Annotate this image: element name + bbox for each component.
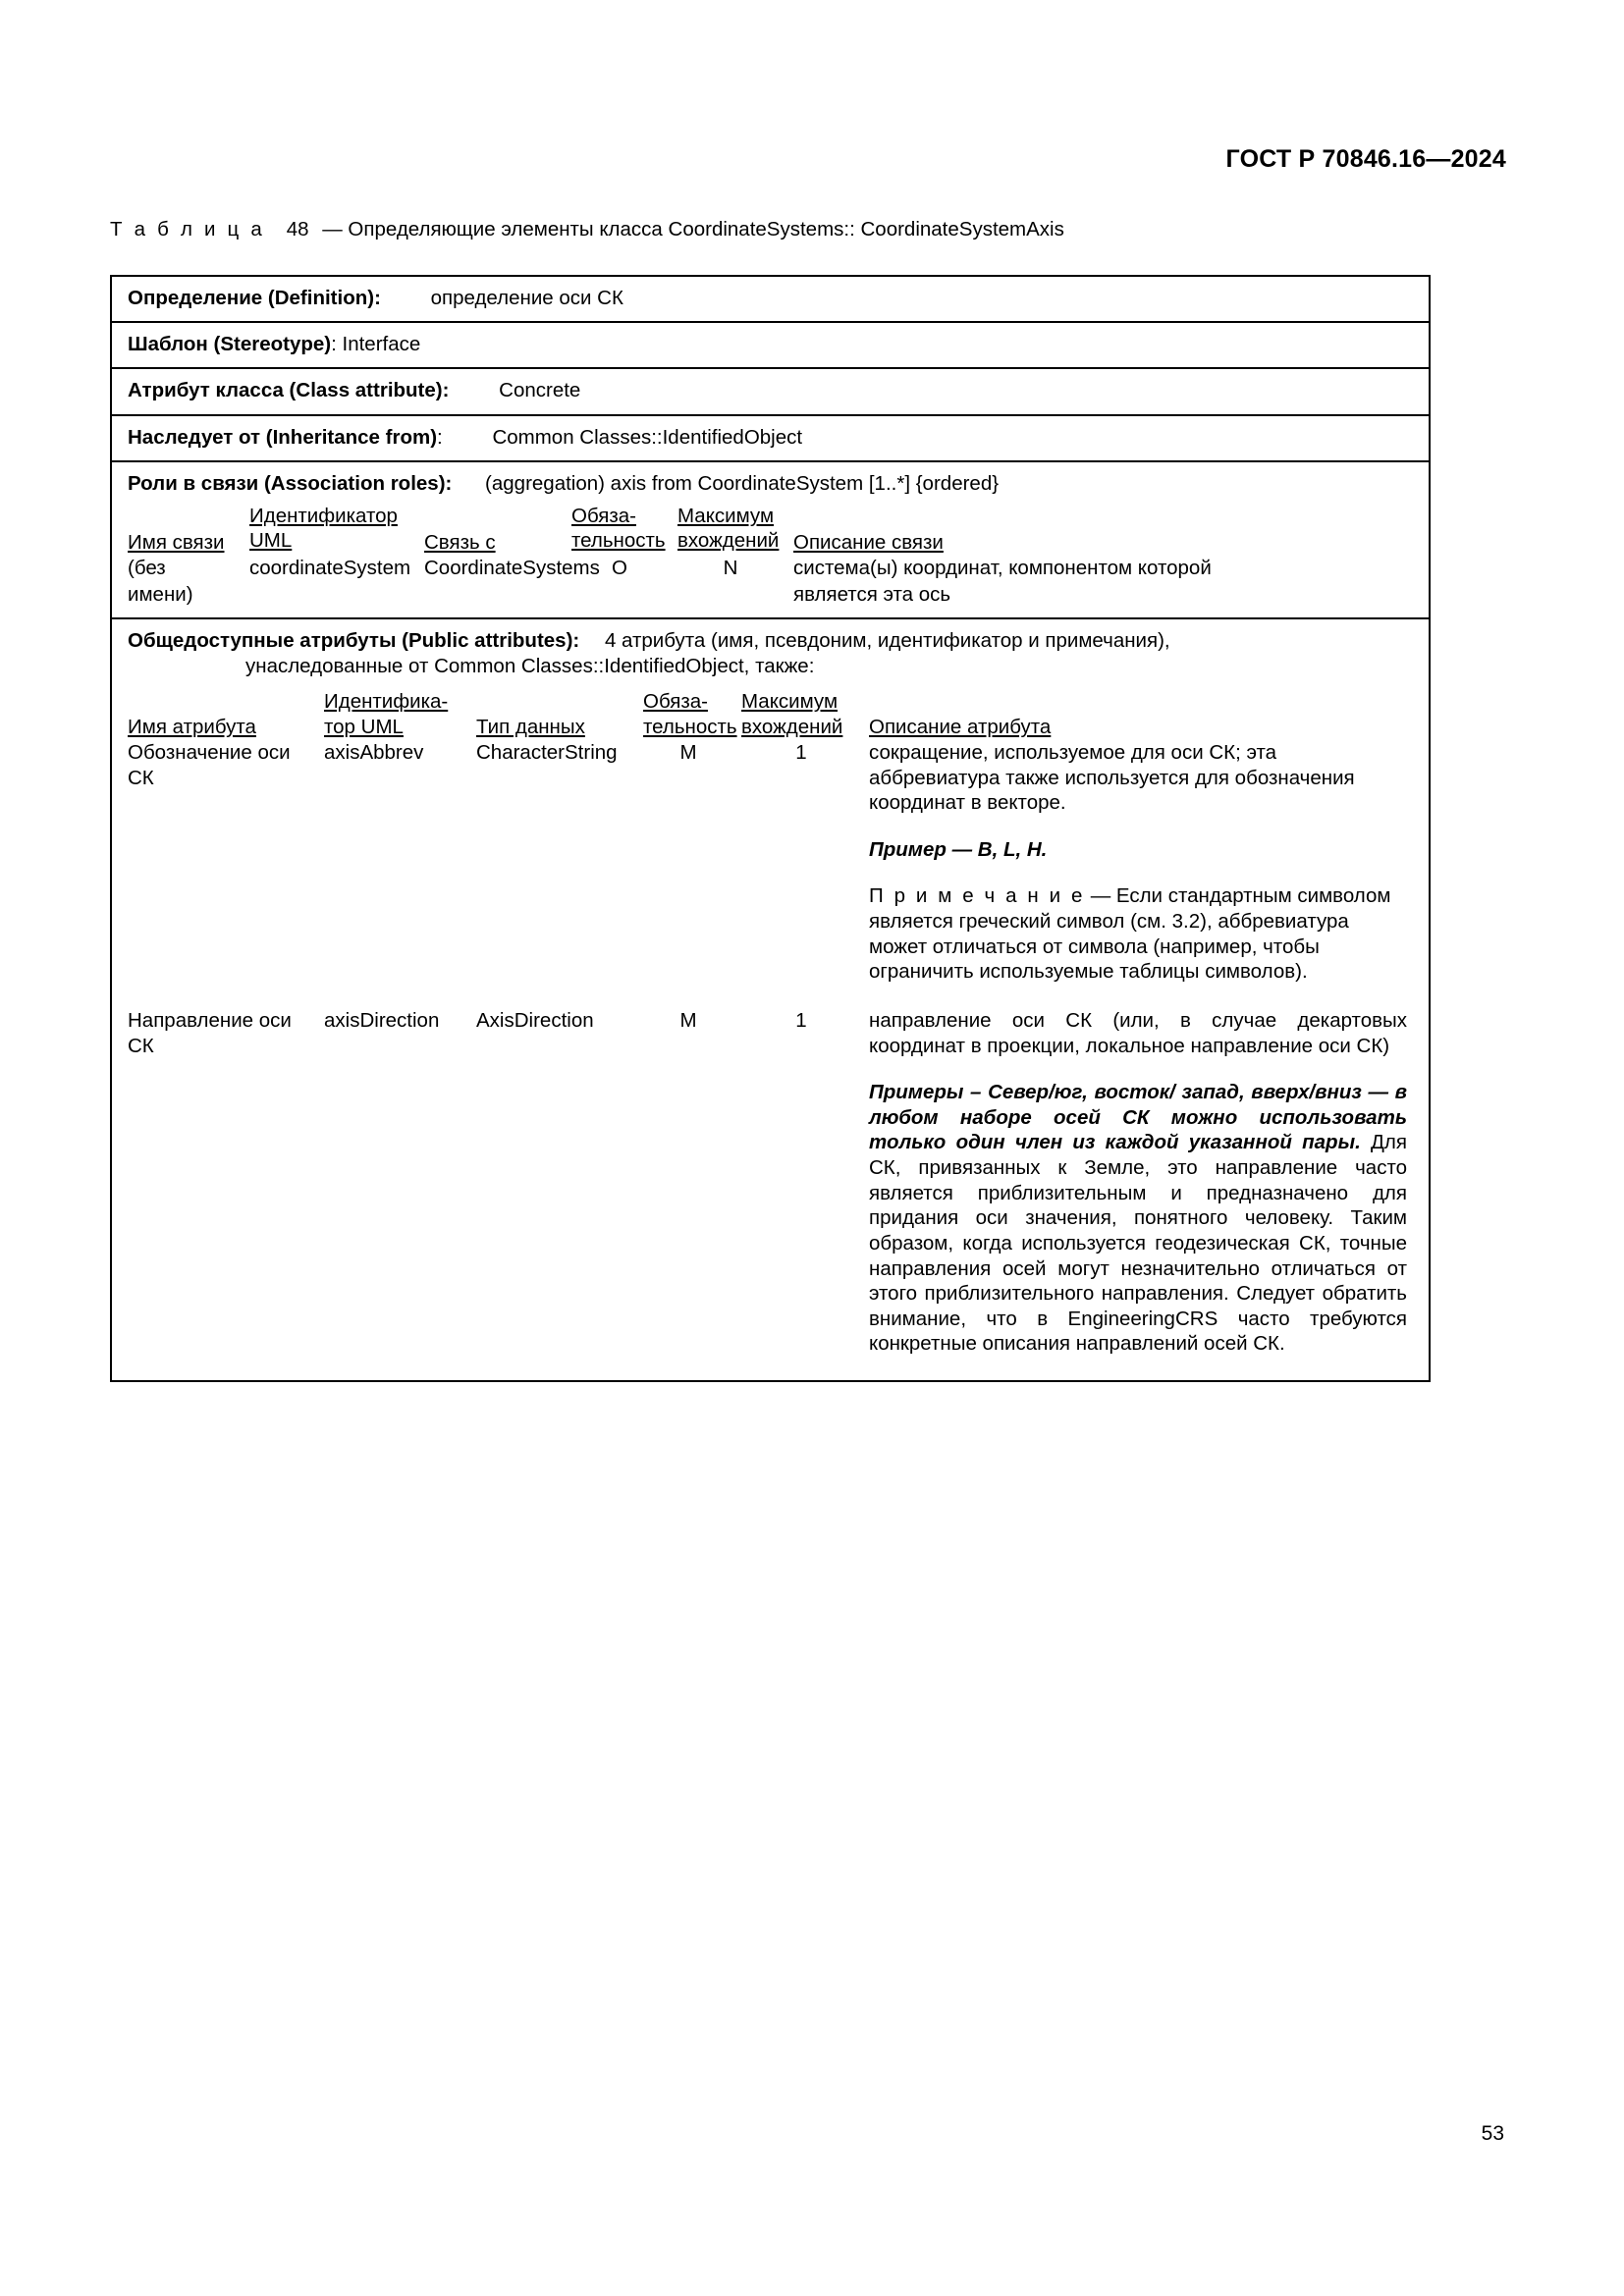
stereotype-value: : Interface <box>331 333 421 356</box>
stereotype-label: Шаблон (Stereotype) <box>128 333 332 356</box>
pa-cell-datatype: AxisDirection <box>476 1008 594 1032</box>
class-definition-table <box>110 275 1431 1382</box>
assoc-header-uml: Идентификатор UML <box>249 505 398 552</box>
public-attributes-grid <box>128 689 1415 1357</box>
association-roles-value: (aggregation) axis from CoordinateSystem [1..*] {ordered} <box>485 471 1000 495</box>
assoc-cell-name: (без имени) <box>128 557 193 606</box>
caption-number: 48 <box>286 218 309 240</box>
pa-header-name: Имя атрибута <box>128 716 256 739</box>
pa-cell-datatype: CharacterString <box>476 740 618 764</box>
caption-label: Т а б л и ц а <box>110 218 265 240</box>
pa-cell-name: Обозначение оси СК <box>128 740 291 789</box>
pa-cell-obligation: M <box>679 740 697 764</box>
assoc-header-description: Описание связи <box>793 531 944 555</box>
pa-cell-max: 1 <box>795 740 807 764</box>
pa-header-max: Максимум вхождений <box>741 690 843 738</box>
public-attributes-value-2: унаследованные от Common Classes::IdentifiedObject, также: <box>245 655 815 678</box>
pa-cell-name: Направление оси СК <box>128 1008 292 1057</box>
pa-row-spacer <box>128 985 1415 1008</box>
assoc-header-obligation: Обяза- тельность <box>571 505 666 552</box>
pa-cell-obligation: M <box>679 1008 697 1032</box>
pa-header-obligation: Обяза- тельность <box>643 690 737 738</box>
association-roles-head <box>128 471 1415 497</box>
pa-examples: Примеры – Север/юг, восток/ запад, вверх/вниз — в любом наборе осей СК можно использовать только один член из каждой указанной пары. Для СК, привязанных к Земле, это направление часто является приблизительным и предназначено для придания оси значения, понятного человеку. Таким образом, когда используется геодезическая СК, точные направления осей могут незначительно отличаться от этого приблизительного направления. Следует обратить внимание, что в EngineeringCRS часто требуются конкретные описания направлений осей СК. <box>869 1081 1407 1356</box>
assoc-cell-link-with: CoordinateSystems <box>424 557 600 580</box>
caption-text: — Определяющие элементы класса CoordinateSystems:: CoordinateSystemAxis <box>322 218 1064 240</box>
pa-cell-max: 1 <box>795 1008 807 1032</box>
assoc-cell-obligation: O <box>612 557 627 580</box>
assoc-header-name: Имя связи <box>128 531 225 555</box>
class-attribute-value: Concrete <box>499 379 581 402</box>
table-row-inheritance <box>112 416 1429 462</box>
pa-cell-description: сокращение, используемое для оси СК; эта аббревиатура также используется для обозначения координат в векторе. Пример — B, L, H. П р и м е ч а н и е — Если стандартным символом является греческий символ (см. 3.2), аббревиатура может отличаться от символа (например, чтобы ограничить используемые таблицы символов). <box>869 740 1415 985</box>
table-row-stereotype <box>112 323 1429 369</box>
definition-value: определение оси СК <box>430 287 623 309</box>
association-roles-label: Роли в связи (Association roles): <box>128 471 453 495</box>
assoc-header-link-with: Связь с <box>424 531 496 555</box>
pa-example: Пример — B, L, H. <box>869 837 1048 861</box>
pa-note: П р и м е ч а н и е — Если стандартным символом является греческий символ (см. 3.2), аббревиатура может отличаться от символа (например, чтобы ограничить используемые таблицы символов). <box>869 884 1391 984</box>
assoc-cell-uml: coordinateSystem <box>249 557 411 580</box>
pa-header-description: Описание атрибута <box>869 716 1052 739</box>
class-attribute-label: Атрибут класса (Class attribute): <box>128 379 450 402</box>
inheritance-value: Common Classes::IdentifiedObject <box>492 425 803 449</box>
inheritance-colon: : <box>437 425 443 449</box>
inheritance-label: Наследует от (Inheritance from) <box>128 425 438 449</box>
pa-cell-uml: axisDirection <box>324 1008 440 1032</box>
table-row-public-attributes <box>112 619 1429 1380</box>
table-row-association-roles <box>112 462 1429 619</box>
public-attributes-head <box>128 628 1415 679</box>
pa-cell-uml: axisAbbrev <box>324 740 424 764</box>
assoc-header-max: Максимум вхождений <box>677 505 780 552</box>
page-header: ГОСТ Р 70846.16—2024 <box>1225 145 1506 173</box>
pa-header-datatype: Тип данных <box>476 716 585 739</box>
public-attributes-label: Общедоступные атрибуты (Public attributes): <box>128 628 580 652</box>
assoc-cell-description: система(ы) координат, компонентом которой является эта ось <box>793 557 1212 606</box>
table-row-class-attribute <box>112 369 1429 415</box>
table-row-definition <box>112 277 1429 323</box>
page-number: 53 <box>1481 2122 1504 2145</box>
pa-header-uml: Идентифика- тор UML <box>324 690 449 738</box>
public-attributes-value-1: 4 атрибута (имя, псевдоним, идентификатор и примечания), <box>604 628 1170 652</box>
assoc-cell-max: N <box>723 557 738 580</box>
pa-cell-description: направление оси СК (или, в случае декартовых координат в проекции, локальное направление оси СК) Примеры – Север/юг, восток/ запад, вверх/вниз — в любом наборе осей СК можно использовать только один член из каждой указанной пары. Для СК, привязанных к Земле, это направление часто является приблизительным и предназначено для придания оси значения, понятного человеку. Таким образом, когда используется геодезическая СК, точные направления осей могут незначительно отличаться от этого приблизительного направления. Следует обратить внимание, что в EngineeringCRS часто требуются конкретные описания направлений осей СК. <box>869 1008 1407 1356</box>
association-roles-grid <box>128 505 1415 608</box>
table-caption <box>110 218 1064 241</box>
definition-label: Определение (Definition): <box>128 287 381 309</box>
